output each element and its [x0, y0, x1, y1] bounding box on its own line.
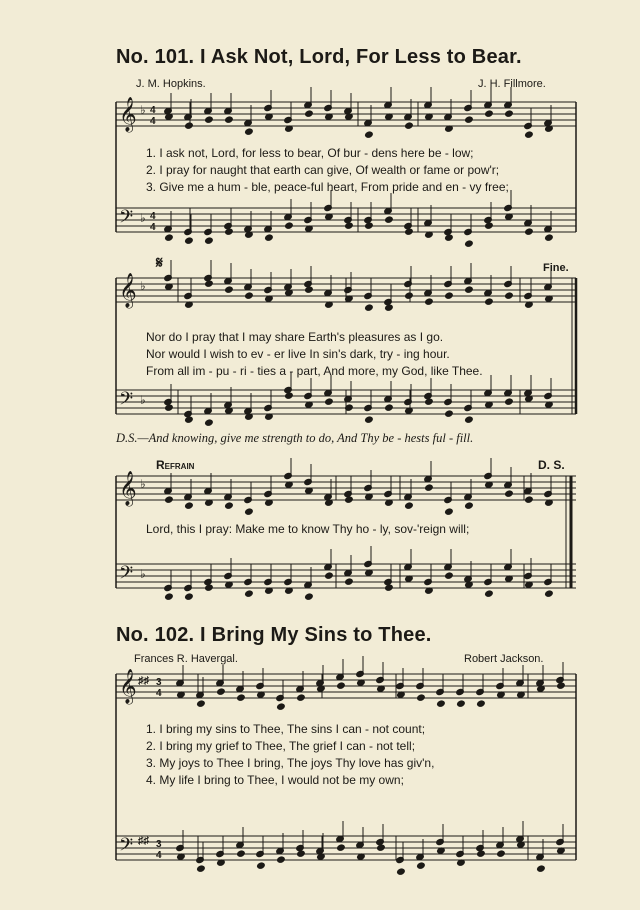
svg-text:𝄢: 𝄢 — [119, 834, 134, 859]
refrain-label: Refrain — [156, 458, 195, 472]
notehead — [305, 593, 314, 600]
notehead — [525, 496, 534, 503]
notehead — [257, 862, 266, 869]
notehead — [285, 222, 294, 229]
svg-text:♭: ♭ — [140, 567, 146, 581]
notehead — [225, 502, 234, 509]
svg-text:4: 4 — [150, 222, 156, 233]
notehead — [505, 490, 514, 497]
notehead — [445, 292, 454, 299]
segno-sign: 𝄋 — [156, 255, 163, 272]
svg-text:3: 3 — [156, 677, 162, 688]
notehead — [337, 682, 346, 689]
notehead — [505, 292, 514, 299]
svg-text:𝄢: 𝄢 — [119, 388, 134, 413]
svg-text:♯♯: ♯♯ — [138, 835, 149, 847]
notehead — [405, 292, 414, 299]
notehead — [445, 410, 454, 417]
svg-text:𝄞: 𝄞 — [119, 670, 137, 703]
notehead — [225, 286, 234, 293]
svg-text:3: 3 — [156, 839, 162, 850]
notehead — [205, 419, 214, 426]
hymn-102-lyricist: Frances R. Havergal. — [134, 653, 238, 665]
notehead — [505, 398, 514, 405]
notehead — [245, 508, 254, 515]
notehead — [425, 298, 434, 305]
notehead — [197, 865, 206, 872]
notehead — [525, 131, 534, 138]
notehead — [185, 122, 194, 129]
fine-marking: Fine. — [543, 262, 569, 274]
notehead — [445, 572, 454, 579]
notehead — [525, 228, 534, 235]
svg-text:♭: ♭ — [140, 103, 146, 117]
svg-text:4: 4 — [150, 116, 156, 127]
hymn-102-title: No. 102. I Bring My Sins to Thee. — [116, 624, 432, 646]
notehead — [185, 502, 194, 509]
notehead — [465, 502, 474, 509]
notehead — [397, 868, 406, 875]
ds-lyric-line: D.S.—And knowing, give me strength to do, And Thy be - hests ful - fill. — [116, 431, 474, 445]
hymn-101-verse-3-line-2: From all im - pu - ri - ties a - part, And more, my God, like Thee. — [146, 364, 483, 378]
svg-text:4: 4 — [156, 688, 162, 699]
notehead — [425, 484, 434, 491]
notehead — [245, 128, 254, 135]
hymn-102-verse-2: 2. I bring my grief to Thee, The grief I can - not tell; — [146, 739, 416, 753]
notehead — [405, 502, 414, 509]
notehead — [465, 416, 474, 423]
notehead — [225, 116, 234, 123]
notehead — [405, 122, 414, 129]
hymn-101-verse-1: 1. I ask not, Lord, for less to bear, Of bur - dens here be - low; — [146, 146, 474, 160]
svg-text:♯♯: ♯♯ — [138, 675, 149, 687]
svg-text:♭: ♭ — [140, 477, 146, 491]
notehead — [457, 700, 466, 707]
svg-text:♭: ♭ — [140, 211, 146, 225]
notehead — [185, 237, 194, 244]
svg-text:4: 4 — [156, 850, 162, 861]
notehead — [205, 237, 214, 244]
hymn-101-lyricist: J. M. Hopkins. — [136, 78, 206, 90]
svg-text:𝄞: 𝄞 — [119, 472, 137, 505]
notehead — [365, 131, 374, 138]
notehead — [417, 862, 426, 869]
svg-text:4: 4 — [150, 211, 156, 222]
notehead — [537, 865, 546, 872]
notehead — [297, 694, 306, 701]
hymn-101-title: No. 101. I Ask Not, Lord, For Less to Bear. — [116, 46, 522, 68]
notehead — [245, 292, 254, 299]
notehead — [165, 593, 174, 600]
notehead — [365, 416, 374, 423]
notehead — [197, 700, 206, 707]
hymn-102-verse-1: 1. I bring my sins to Thee, The sins I can - not count; — [146, 722, 426, 736]
notehead — [265, 234, 274, 241]
notehead — [165, 234, 174, 241]
notehead — [325, 572, 334, 579]
notehead — [465, 116, 474, 123]
notehead — [277, 703, 286, 710]
svg-text:𝄞: 𝄞 — [119, 274, 137, 307]
notehead — [205, 116, 214, 123]
notehead — [337, 844, 346, 851]
notehead — [325, 398, 334, 405]
hymn-102-composer: Robert Jackson. — [464, 653, 544, 665]
svg-text:♭: ♭ — [140, 393, 146, 407]
svg-text:𝄞: 𝄞 — [119, 98, 137, 131]
svg-text:𝄢: 𝄢 — [119, 562, 134, 587]
notehead — [385, 216, 394, 223]
svg-text:4: 4 — [150, 105, 156, 116]
notehead — [217, 688, 226, 695]
notehead — [485, 298, 494, 305]
notehead — [465, 240, 474, 247]
notehead — [245, 590, 254, 597]
hymn-101-verse-2-line-2: Nor would I wish to ev - er live In sin's dark, try - ing hour. — [146, 347, 450, 361]
hymn-101-verse-2: 2. I pray for naught that earth can give, Of wealth or fame or pow'r; — [146, 163, 500, 177]
notehead — [497, 850, 506, 857]
notehead — [185, 593, 194, 600]
notehead — [485, 110, 494, 117]
notehead — [365, 304, 374, 311]
notehead — [437, 700, 446, 707]
hymn-101-verse-3: 3. Give me a hum - ble, peace-ful heart, From pride and en - vy free; — [146, 180, 509, 194]
notehead — [477, 700, 486, 707]
ds-marking: D. S. — [538, 458, 565, 472]
notehead — [237, 694, 246, 701]
refrain-lyric-line: Lord, this I pray: Make me to know Thy ho - ly, sov-'reign will; — [146, 522, 470, 536]
hymn-101-composer: J. H. Fillmore. — [478, 78, 546, 90]
notehead — [277, 856, 286, 863]
notehead — [345, 578, 354, 585]
notehead — [465, 286, 474, 293]
hymn-102-verse-3: 3. My joys to Thee I bring, The joys Thy love has giv'n, — [146, 756, 435, 770]
notehead — [305, 110, 314, 117]
notehead — [237, 850, 246, 857]
notehead — [445, 508, 454, 515]
notehead — [485, 590, 494, 597]
notehead — [545, 234, 554, 241]
notehead — [505, 110, 514, 117]
notehead — [165, 496, 174, 503]
svg-text:♭: ♭ — [140, 279, 146, 293]
hymn-101-verse-1-line-2: Nor do I pray that I may share Earth's pleasures as I go. — [146, 330, 444, 344]
notehead — [385, 404, 394, 411]
hymn-102-verse-4: 4. My life I bring to Thee, I would not be my own; — [146, 773, 404, 787]
music-system-refrain — [0, 470, 640, 620]
svg-text:𝄢: 𝄢 — [119, 206, 134, 231]
notehead — [417, 694, 426, 701]
notehead — [545, 590, 554, 597]
